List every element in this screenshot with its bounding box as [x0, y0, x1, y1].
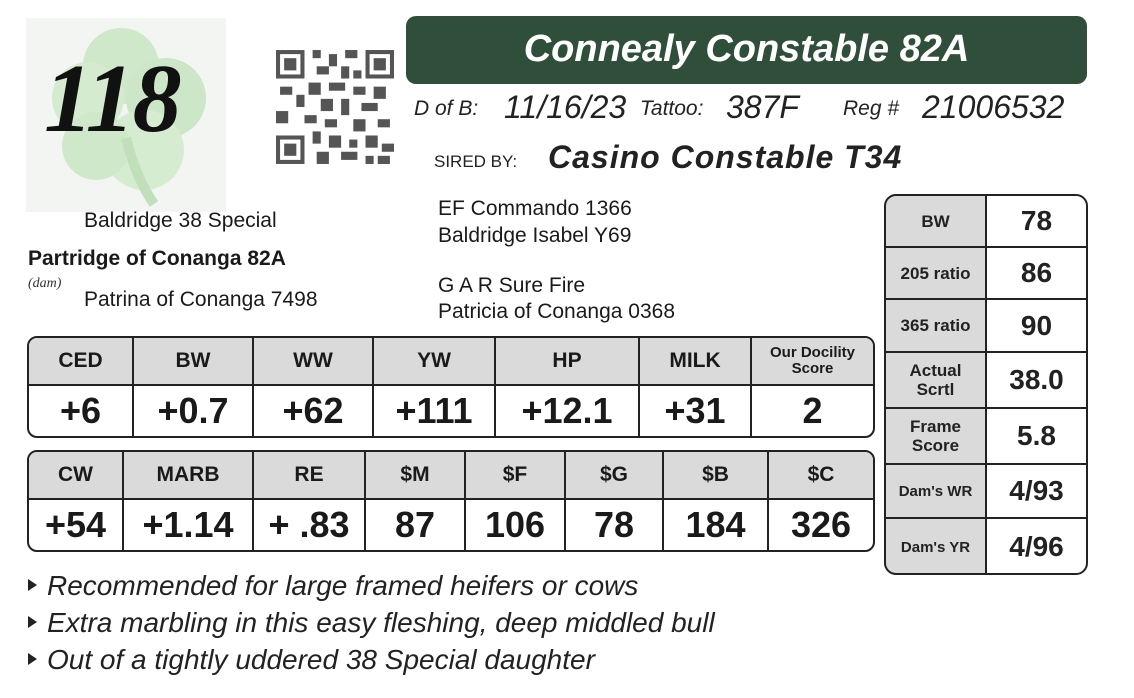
stat-value: 4/93 — [987, 465, 1086, 519]
pedigree-dam-dam: Patricia of Conanga 0368 — [438, 300, 675, 323]
epd-value: +62 — [254, 386, 374, 436]
epd-header: HP — [496, 338, 640, 384]
epd-value: +31 — [640, 386, 752, 436]
stat-value: 5.8 — [987, 409, 1086, 465]
lot-number: 118 — [44, 45, 180, 153]
epd-header: $G — [566, 452, 664, 498]
epd-value: +111 — [374, 386, 496, 436]
pedigree-dam: Partridge of Conanga 82A — [28, 247, 286, 270]
stat-value: 90 — [987, 300, 1086, 353]
epd-header: YW — [374, 338, 496, 384]
qr-code-icon — [276, 50, 394, 164]
epd-header: RE — [254, 452, 366, 498]
performance-table — [884, 194, 1088, 575]
stat-value: 4/96 — [1009, 531, 1064, 562]
performance-values — [985, 194, 1088, 575]
performance-labels — [884, 194, 987, 575]
epd-value: +6 — [29, 386, 134, 436]
bullet-triangle-icon — [28, 653, 37, 665]
epd-value: +12.1 — [496, 386, 640, 436]
sire-name: Casino Constable T34 — [548, 139, 903, 175]
note-item — [28, 570, 638, 602]
sired-by-label: SIRED BY: — [434, 152, 518, 171]
epd-header: $B — [664, 452, 769, 498]
pedigree-sire-sire: EF Commando 1366 — [438, 197, 632, 220]
epd-value: + .83 — [254, 500, 366, 550]
epd-value: +1.14 — [124, 500, 254, 550]
bullet-triangle-icon — [28, 579, 37, 591]
epd-header: CED — [29, 338, 134, 384]
stat-value: 38.0 — [987, 353, 1086, 409]
epd-value: 184 — [664, 500, 769, 550]
stat-label: Dam's WR — [886, 465, 985, 519]
stat-label: 205 ratio — [886, 248, 985, 300]
dob-label: D of B: — [414, 97, 479, 120]
stat-label: Dam's YR — [900, 538, 971, 556]
epd-value: +54 — [29, 500, 124, 550]
pedigree-sire-dam: Baldridge Isabel Y69 — [438, 224, 632, 247]
note-text: Extra marbling in this easy fleshing, deep middled bull — [47, 607, 715, 638]
epd-header: Our Docility Score — [752, 338, 873, 384]
tattoo-value: 387F — [726, 89, 799, 125]
epd-table-2 — [27, 450, 875, 552]
epd-header: WW — [254, 338, 374, 384]
stat-label: 365 ratio — [886, 300, 985, 353]
epd-table-1 — [27, 336, 875, 438]
dob-value: 11/16/23 — [504, 89, 627, 125]
dam-label: (dam) — [28, 276, 62, 291]
epd-value: 106 — [466, 500, 566, 550]
stat-label: BW — [886, 196, 985, 248]
epd-header: CW — [29, 452, 124, 498]
pedigree-dam-of-dam: Patrina of Conanga 7498 — [84, 288, 318, 311]
epd-value: 87 — [366, 500, 466, 550]
reg-value: 21006532 — [922, 89, 1065, 125]
epd-header: $F — [466, 452, 566, 498]
epd-value: 326 — [790, 504, 852, 545]
epd-value: 2 — [802, 390, 823, 431]
stat-value: 78 — [987, 196, 1086, 248]
epd-header: MARB — [124, 452, 254, 498]
bull-name: Connealy Constable 82A — [523, 28, 970, 70]
note-item — [28, 607, 715, 639]
epd-value: +0.7 — [134, 386, 254, 436]
tattoo-label: Tattoo: — [640, 97, 704, 120]
epd-header: $M — [366, 452, 466, 498]
epd-value: 78 — [566, 500, 664, 550]
reg-label: Reg # — [843, 97, 900, 120]
title-bar — [406, 16, 1087, 84]
pedigree-dam-sire: G A R Sure Fire — [438, 274, 586, 297]
bullet-triangle-icon — [28, 616, 37, 628]
stat-label: Actual Scrtl — [886, 353, 985, 409]
epd-header: MILK — [640, 338, 752, 384]
epd-header: BW — [134, 338, 254, 384]
note-item — [28, 644, 595, 676]
note-text: Recommended for large framed heifers or cows — [47, 570, 639, 601]
epd-header: $C — [769, 452, 873, 498]
pedigree-sire-of-dam: Baldridge 38 Special — [84, 209, 277, 232]
stat-label: Frame Score — [886, 409, 985, 465]
note-text: Out of a tightly uddered 38 Special daughter — [47, 644, 595, 675]
stat-value: 86 — [987, 248, 1086, 300]
